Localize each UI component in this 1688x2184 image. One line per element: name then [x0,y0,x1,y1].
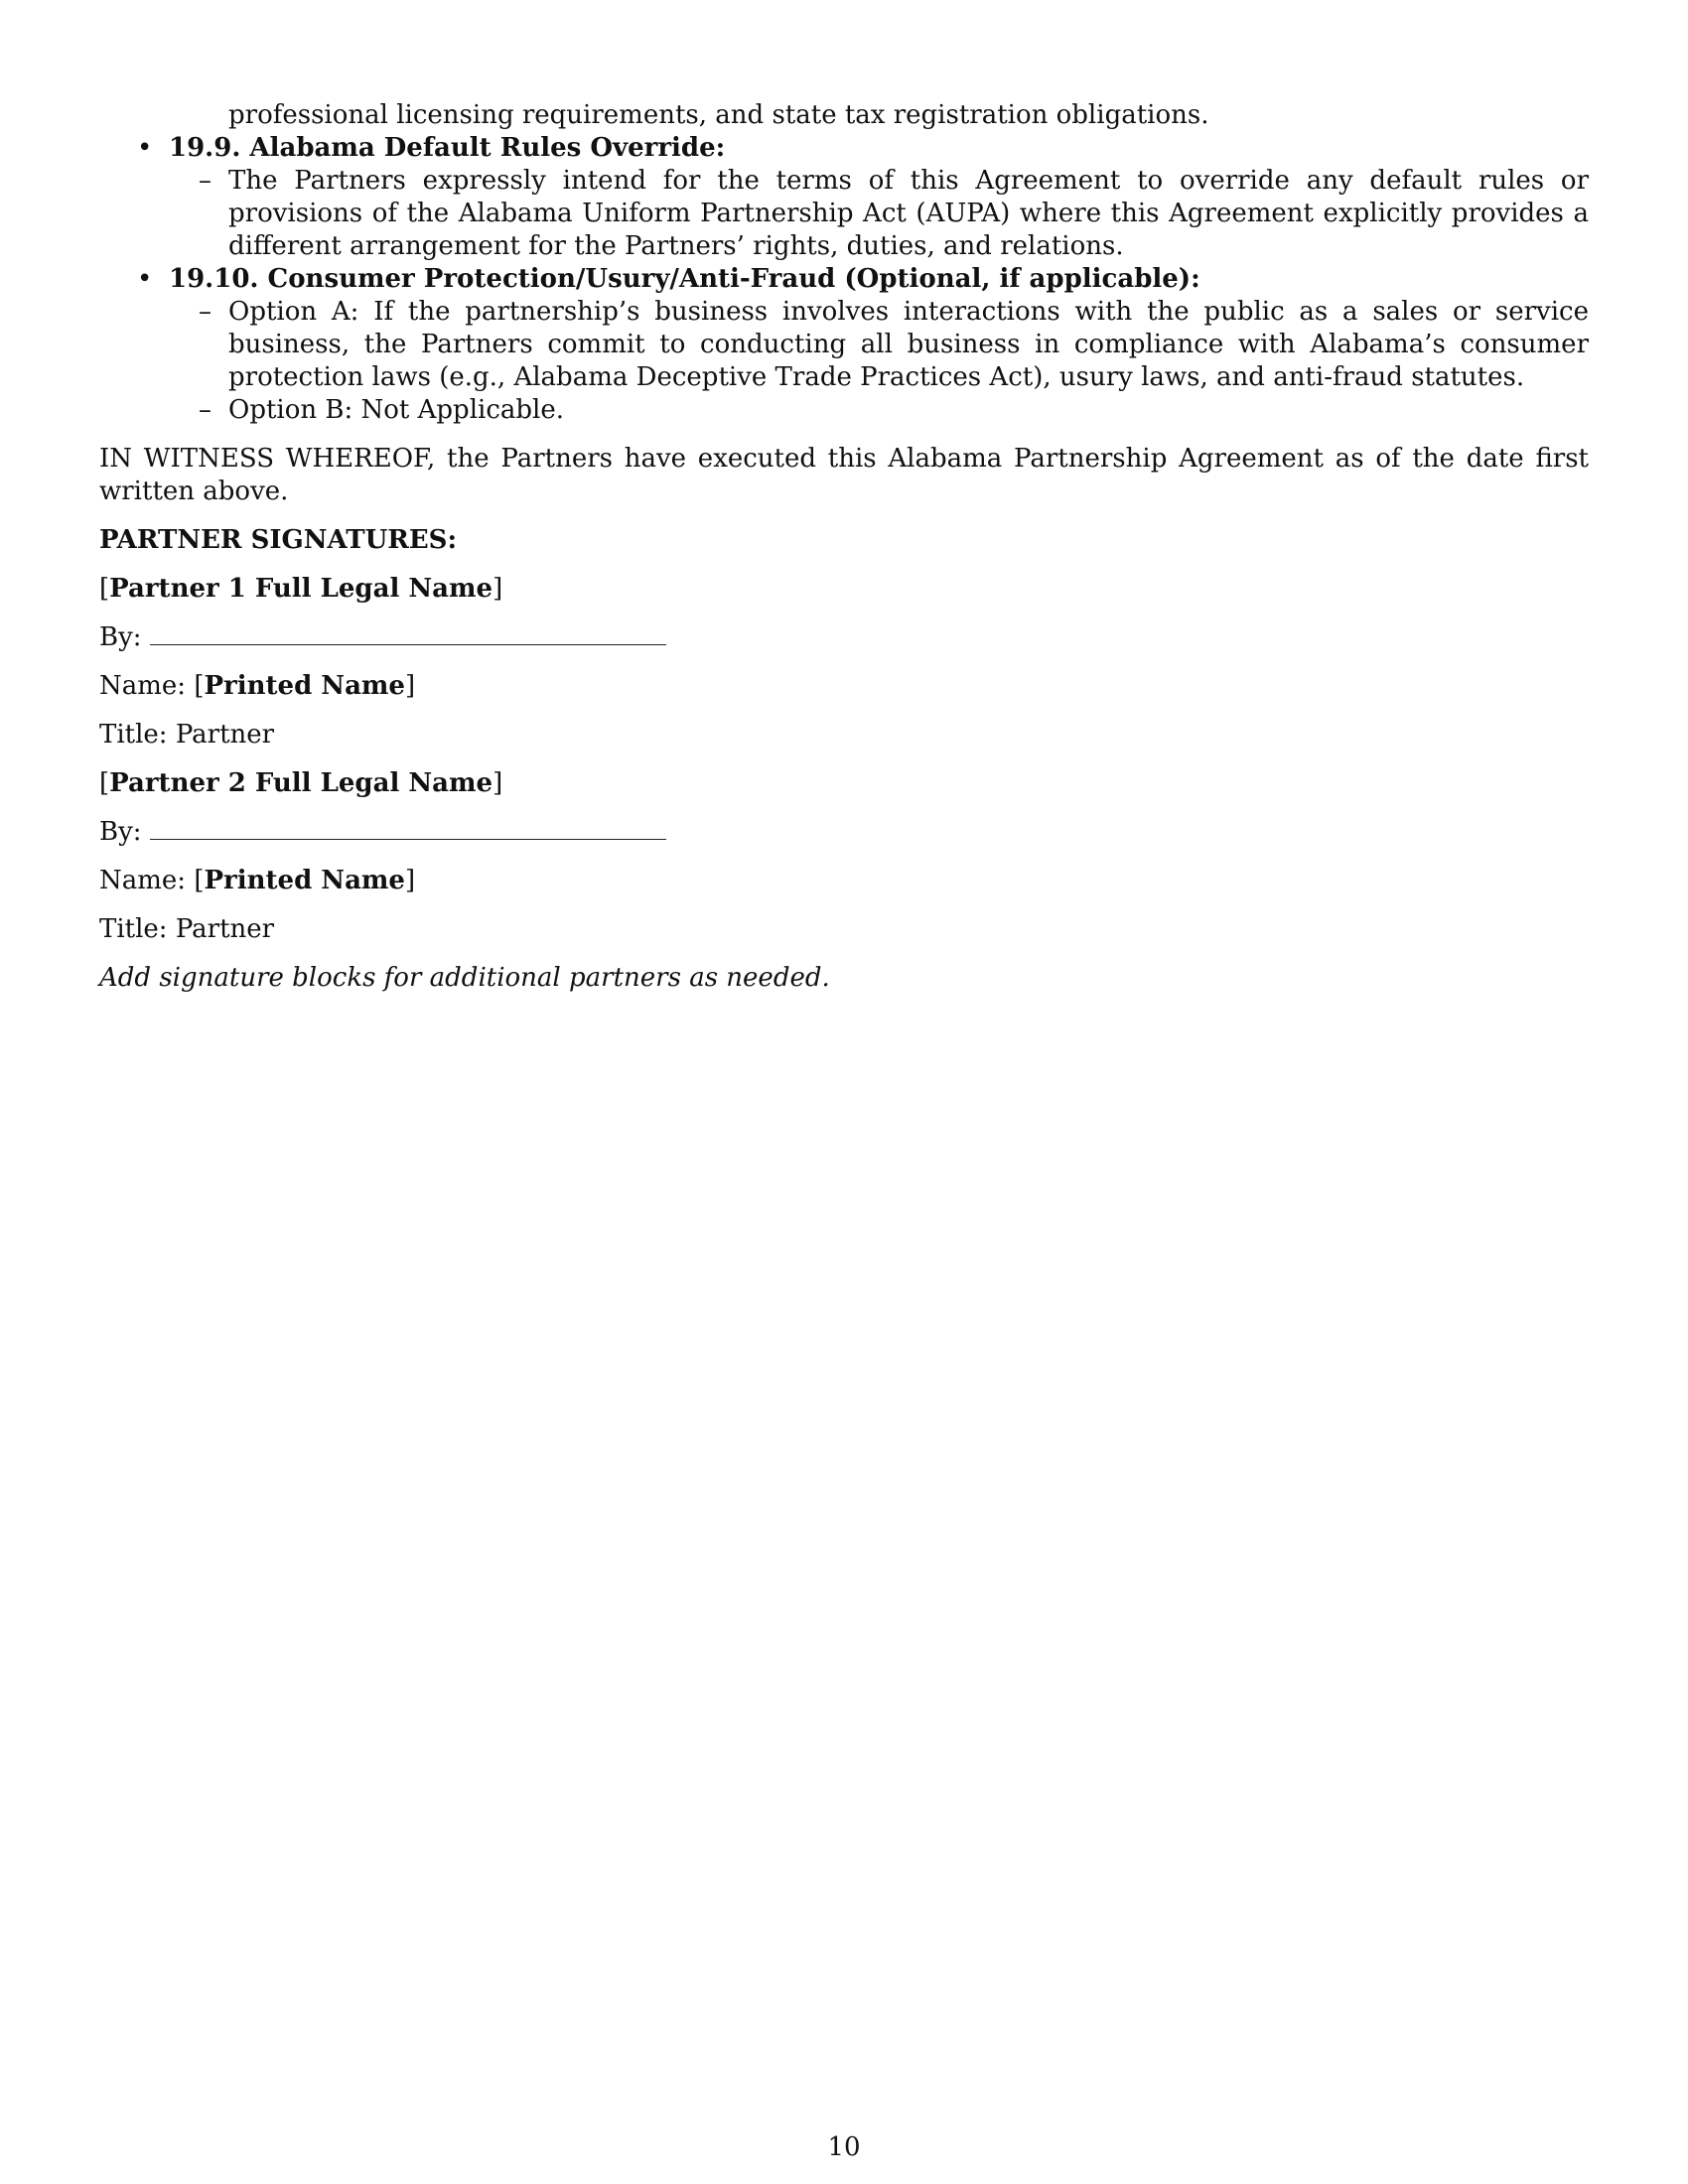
witness-clause: IN WITNESS WHEREOF, the Partners have executed this Alabama Partnership Agreement as of the date first written above. [99,444,1589,506]
partner-2-by-line [99,816,1589,849]
partner-2-printed-name: Name: [Printed Name] [99,866,416,895]
section-19-9-heading [99,132,1589,165]
section-19-10-option-b [99,394,1589,427]
dash-icon: – [199,297,211,327]
printed-name-text: Printed Name [204,866,405,895]
partner-1-by-line [99,621,1589,654]
document-page [99,99,1589,995]
title-label: Title: [99,914,168,944]
partner-1-printed-name: Name: [Printed Name] [99,671,416,701]
title-label: Title: [99,720,168,750]
section-heading-text: 19.10. Consumer Protection/Usury/Anti-Fraud (Optional, if applicable): [169,264,1200,294]
section-19-10-heading [99,263,1589,296]
printed-name-text: Printed Name [204,671,405,701]
by-label: By: [99,817,142,847]
partner-2-title [99,913,1589,946]
continuation-text: professional licensing requirements, and state tax registration obligations. [228,100,1209,130]
section-item-text: The Partners expressly intend for the terms of this Agreement to override any default rules or provisions of the Alabama Uniform Partnership Act (AUPA) where this Agreement explicitly provides a different arrangement for the Partners’ rights, duties, and relations. [228,166,1589,261]
title-value: Partner [175,914,275,944]
section-heading-text: 19.9. Alabama Default Rules Override: [169,133,726,163]
additional-partners-note: Add signature blocks for additional partners as needed. [99,963,830,993]
section-item-text: Option A: If the partnership’s business involves interactions with the public as a sales or service business, the Partners commit to conducting all business in compliance with Alabama’s consumer protection laws (e.g., Alabama Deceptive Trade Practices Act), usury laws, and anti-fraud statutes. [228,297,1589,392]
bullet-icon: • [137,133,153,163]
signature-line[interactable] [150,626,666,645]
partner-name-text: Partner 1 Full Legal Name [109,574,493,604]
name-label: Name: [99,866,187,895]
name-label: Name: [99,671,187,701]
page-number: 10 [827,2132,861,2162]
signatures-heading: PARTNER SIGNATURES: [99,525,458,555]
bullet-icon: • [137,264,153,294]
signature-line[interactable] [150,821,666,840]
dash-icon: – [199,166,211,196]
section-19-9-item [99,165,1589,263]
partner-name-text: Partner 2 Full Legal Name [109,768,493,798]
section-item-text: Option B: Not Applicable. [228,395,564,425]
partner-2-name-placeholder: [Partner 2 Full Legal Name] [99,768,503,798]
partner-1-title [99,719,1589,751]
section-19-10-option-a [99,296,1589,394]
dash-icon: – [199,395,211,425]
partner-1-name-placeholder: [Partner 1 Full Legal Name] [99,574,503,604]
title-value: Partner [175,720,275,750]
by-label: By: [99,622,142,652]
